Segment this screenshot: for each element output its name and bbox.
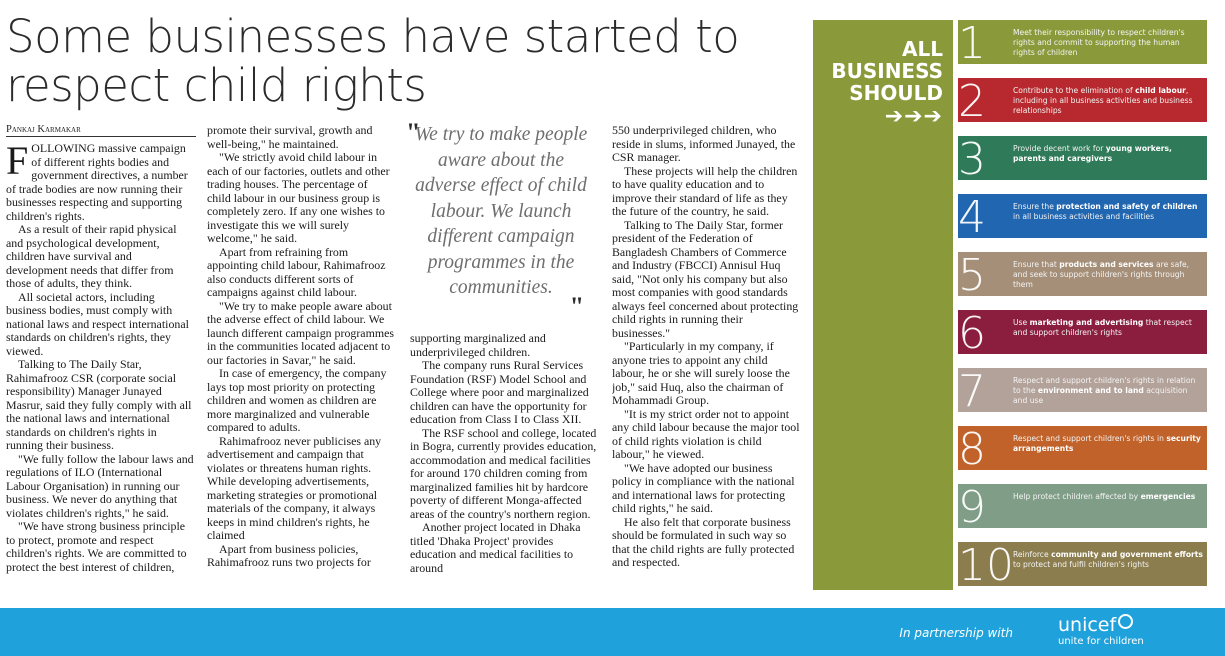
article-paragraph [207,300,394,368]
right-item-10 [958,540,1207,591]
right-text-bold: marketing and advertising [1029,318,1144,327]
article-paragraph [6,291,196,359]
right-text-part: acquisition and use [1013,386,1188,405]
right-item-3 [958,134,1207,185]
paragraph-text: The RSF school and college, located in Bogra, currently provides education, accommodation and medical facilities for around 170 children coming from marginalized families hit by hardcore poverty of different Monga-affected areas of the country's northern region. [410,425,597,521]
panel-title-line: BUSINESS [831,59,943,83]
arrow-right-icon: ➔➔➔ [884,104,943,129]
right-number: 3 [958,134,986,185]
article-paragraph [6,223,196,291]
right-text-bold: emergencies [1140,492,1196,501]
right-number: 8 [958,424,986,475]
right-text-part: Provide decent work for [1013,144,1106,153]
right-text-bold: security arrangements [1013,434,1201,453]
right-text-part: Help protect children affected by [1013,492,1141,501]
right-text-bold: protection and safety of children [1056,202,1198,211]
right-text-part: Reinforce [1013,550,1052,559]
right-text-bold: young workers, parents and caregivers [1013,144,1172,163]
right-item-1 [958,18,1207,69]
headline: Some businesses have started to respect child rights [6,10,740,112]
article-column-4 [612,124,802,594]
right-number: 4 [958,192,986,243]
article-column-1 [6,142,196,594]
paragraph-text: In case of emergency, the company lays top most priority on protecting children and women as children are more marginalized and vulnerable compared to adults. [207,366,387,434]
byline: Pankaj Karmakar [6,124,196,137]
pull-quote-text: We try to make people aware about the adverse effect of child labour. We launch different campaign programmes in the communities. [414,124,588,298]
right-text-part: Meet their responsibility to respect children's rights and commit to supporting the human rights of children [1013,28,1185,57]
article-paragraph [207,543,394,570]
right-text [1013,144,1203,164]
article-paragraph [612,165,802,219]
right-text-part: are safe, and seek to support children's rights through them [1013,260,1190,289]
right-text [1013,202,1203,222]
unicef-logo [1058,614,1144,648]
drop-cap: F [6,142,29,183]
right-text-part: Contribute to the elimination of [1013,86,1136,95]
right-text-part: , including in all business activities and business relationships [1013,86,1193,115]
paragraph-text: supporting marginalized and underprivileged children. [410,332,546,359]
article-column-3 [410,332,600,594]
right-text-part: Use [1013,318,1030,327]
right-item-4 [958,192,1207,243]
right-text-part: in all business activities and facilities [1013,212,1155,221]
article-paragraph [612,516,802,570]
right-text-bold: child labour [1135,86,1186,95]
right-number: 6 [958,308,986,359]
paragraph-text: The company runs Rural Services Foundation (RSF) Model School and College where poor and marginalized children can have the opportunity for education from Class I to Class XII. [410,358,589,426]
article-paragraph [612,462,802,516]
quote-open-mark: " [406,118,421,147]
paragraph-text: "We have adopted our business policy in compliance with the national and international laws for protecting child rights," he said. [612,460,795,515]
right-text-part: Respect and support children's rights in relation to the [1013,376,1196,395]
paragraph-text: He also felt that corporate business should be formulated in such way so that the child rights are fully protected and respected. [612,514,795,569]
paragraph-text: All societal actors, including business bodies, must comply with national laws and respect international standards on children's rights, they viewed. [6,289,189,358]
paragraph-text: Talking to The Daily Star, former president of the Federation of Bangladesh Chambers of Commerce and Industry (FBCCI) Annisul Huq said, "Not only his company but also most companies with good standards always feel concerned about protecting child rights in running their businesses." [612,217,799,340]
article-paragraph [410,521,600,575]
right-text [1013,318,1203,338]
pull-quote [404,118,598,328]
article-paragraph [612,219,802,341]
right-text-part: that respect and support children's rights [1013,318,1192,337]
globe-icon [1118,614,1133,629]
right-text-bold: community and government efforts [1051,550,1203,559]
right-text-part: Ensure the [1013,202,1057,211]
right-number: 10 [958,540,1014,591]
rights-list [958,20,1207,600]
article-paragraph [207,151,394,246]
right-number: 9 [958,482,986,533]
right-number: 5 [958,250,986,301]
paragraph-text: "We strictly avoid child labour in each of our factories, outlets and other trading houses. The percentage of child labour in our business group is completely zero. If any one wishes to investigate this we will surely welcome," he said. [207,150,390,245]
article-paragraph [207,367,394,435]
unicef-logo-name: unicef [1058,614,1117,636]
panel-title-line: SHOULD [849,81,943,105]
right-text-part: to protect and fulfil children's rights [1013,560,1150,569]
right-text-part: Respect and support children's rights in [1013,434,1167,443]
paragraph-text: OLLOWING massive campaign of different rights bodies and government directives, a number of trade bodies are now running their businesses respecting and supporting children's rights. [6,142,188,223]
right-item-9 [958,482,1207,533]
article-paragraph [207,246,394,300]
article-paragraph [612,124,802,165]
footer-banner [0,608,1225,656]
article-paragraph [410,427,600,522]
paragraph-text: Talking to The Daily Star, Rahimafrooz CSR (corporate social responsibility) Manager Junayed Masrur, said they fully comply with all the national laws and international standards on children's rights in running their business. [6,357,192,452]
right-text-bold: products and services [1059,260,1154,269]
article-paragraph [207,124,394,151]
paragraph-text: "Particularly in my company, if anyone tries to appoint any child labour, he or she will surely loose the job," said Huq, also the chairman of Mohammadi Group. [612,339,790,407]
unicef-tagline: unite for children [1058,636,1144,647]
right-item-7 [958,366,1207,417]
right-number: 1 [958,18,986,69]
right-text [1013,28,1203,58]
right-text [1013,260,1203,290]
right-number: 7 [958,366,986,417]
right-text [1013,86,1203,116]
paragraph-text: These projects will help the children to have quality education and to improve their standard of life as they the future of the country, he said. [612,163,798,218]
right-item-6 [958,308,1207,359]
article-paragraph [6,453,196,521]
panel-title [813,38,943,104]
right-text [1013,492,1203,502]
paragraph-text: 550 underprivileged children, who reside in slums, informed Junayed, the CSR manager. [612,124,796,164]
right-number: 2 [958,76,986,127]
article-column-2 [207,124,394,594]
right-item-5 [958,250,1207,301]
paragraph-text: Another project located in Dhaka titled 'Dhaka Project' provides education and medical facilities to around [410,520,581,575]
partnership-text: In partnership with [899,626,1013,640]
paragraph-text: Apart from refraining from appointing child labour, Rahimafrooz also conducts different sorts of campaigns against child labour. [207,244,386,299]
article-paragraph [6,520,196,574]
quote-close-mark: " [569,292,584,321]
right-text [1013,434,1203,454]
paragraph-text: "We try to make people aware about the adverse effect of child labour. We launch different campaign programmes in the communities located adjacent to our factories in Savar," he said. [207,298,394,367]
right-text [1013,376,1203,406]
right-item-2 [958,76,1207,127]
article-paragraph [410,359,600,427]
paragraph-text: promote their survival, growth and well-being," he maintained. [207,124,373,151]
article-paragraph [612,340,802,408]
paragraph-text: "It is my strict order not to appoint any child labour because the major tool of child rights violation is child labour," he viewed. [612,406,800,461]
paragraph-text: "We fully follow the labour laws and regulations of ILO (International Labour Organisation) in running our business. We never do anything that violates children's rights," he said. [6,451,194,520]
article-paragraph [612,408,802,462]
paragraph-text: As a result of their rapid physical and psychological development, children have survival and development needs that differ from those of adults, they think. [6,222,177,290]
article-paragraph [207,435,394,543]
all-business-panel [813,20,953,590]
right-text-bold: environment and to land [1037,386,1144,395]
paragraph-text: Apart from business policies, Rahimafrooz runs two projects for [207,541,371,569]
article-paragraph [6,142,196,223]
right-text [1013,550,1203,570]
article-paragraph [6,358,196,453]
paragraph-text: Rahimafrooz never publicises any advertisement and campaign that violates or threatens human rights. While developing advertisements, marketing strategies or promotional materials of the company, it always keeps in mind children's rights, he claimed [207,433,382,542]
paragraph-text: "We have strong business principle to protect, promote and respect children's rights. We are committed to protect the best interest of children, [6,519,187,574]
panel-title-line: ALL [902,37,943,61]
right-text-part: Ensure that [1013,260,1060,269]
right-item-8 [958,424,1207,475]
article-paragraph [410,332,600,359]
